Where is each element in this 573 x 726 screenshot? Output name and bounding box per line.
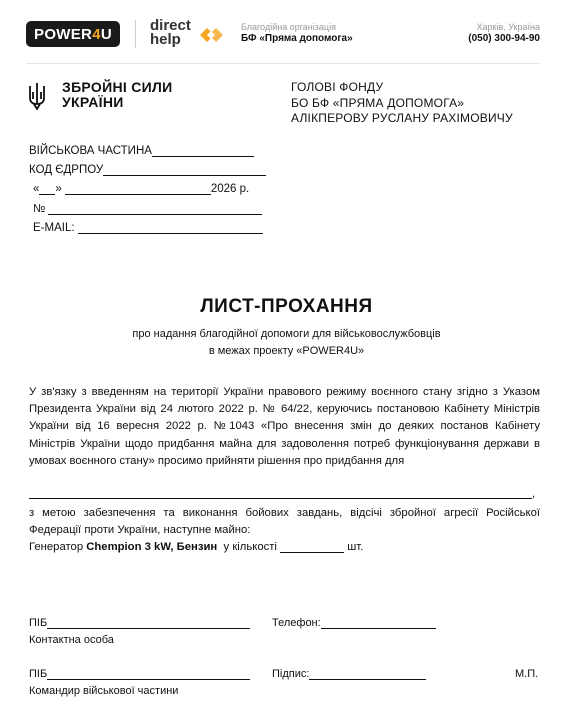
header-separator: [26, 63, 540, 64]
header-divider: [135, 20, 136, 48]
recipient-block: [291, 80, 513, 127]
edrpou-field-row: [29, 164, 266, 176]
email-field[interactable]: [78, 222, 263, 234]
letter-subtitle: [0, 326, 573, 360]
number-field[interactable]: [48, 203, 262, 215]
edrpou-field[interactable]: [103, 164, 266, 176]
item-unit: шт.: [347, 541, 364, 553]
sender-line1: ЗБРОЙНІ СИЛИ: [62, 79, 173, 95]
blank-comma: ,: [532, 488, 536, 500]
subtitle-line2: в межах проекту «POWER4U»: [208, 345, 365, 357]
subtitle-line1: про надання благодійної допомоги для військовослужбовців: [132, 328, 441, 340]
unit-field[interactable]: [152, 145, 254, 157]
edrpou-label: КОД ЄДРПОУ: [29, 164, 104, 176]
org-phone: (050) 300-94-90: [468, 33, 540, 44]
pib2-label: ПІБ: [29, 668, 48, 680]
direct-help-line1: direct: [150, 17, 191, 34]
commander-pib-row: [29, 668, 250, 680]
contact-pib-field[interactable]: [47, 617, 250, 629]
signature-row: [272, 668, 426, 680]
unit-field-row: [29, 145, 254, 157]
sign-label: Підпис:: [272, 668, 310, 680]
letter-paragraph1: У зв'язку з введенням на території України правового режиму воєнного стану згідно з Указом Президента України від 24 лютого 2022 р. № 64/22, керуючись постановою Кабінету Міністрів України від 16 вересня 2022 р. №1043 «Про внесення змін до деяких постанов Кабінету Міністрів України щодо придбання майна для задоволення потреб функціонування держави в умовах воєнного стану» просимо прийняти рішення про придбання для: [29, 386, 540, 467]
direct-help-logo-text: [150, 19, 191, 47]
org-name: БФ «Пряма допомога»: [241, 33, 353, 44]
contact-pib-row: [29, 617, 250, 629]
unit-label: ВІЙСЬКОВА ЧАСТИНА: [29, 145, 152, 157]
item-name: Chempion 3 kW, Бензин: [86, 541, 218, 553]
month-field[interactable]: [65, 183, 211, 195]
number-field-row: [33, 203, 262, 215]
item-prefix: Генератор: [29, 541, 84, 553]
logo-text-left: POWER: [34, 25, 93, 43]
year-label: 2026 р.: [210, 183, 250, 195]
direct-help-diamond-icon: [196, 22, 226, 48]
sender-block: [62, 80, 173, 110]
commander-caption: Командир військової частини: [29, 685, 179, 697]
letter-title: ЛИСТ-ПРОХАННЯ: [200, 296, 373, 317]
number-label: №: [33, 203, 46, 215]
trident-icon: [27, 82, 47, 110]
org-caption: Благодійна організація: [241, 22, 336, 32]
phone-row: [272, 617, 436, 629]
logo-bolt: 4: [92, 25, 101, 43]
date-field-row: [33, 183, 249, 195]
pib-label: ПІБ: [29, 617, 48, 629]
item-line: [29, 541, 363, 553]
logo-text-right: U: [100, 25, 112, 43]
power4u-logo: [26, 21, 120, 47]
commander-pib-field[interactable]: [47, 668, 250, 680]
contact-phone-field[interactable]: [321, 617, 436, 629]
date-close-quote: »: [55, 183, 62, 195]
recipient-unit-blank[interactable]: [29, 498, 532, 499]
direct-help-line2: help: [150, 31, 181, 48]
day-field[interactable]: [39, 183, 55, 195]
email-label: E-MAIL:: [33, 222, 75, 234]
item-qty-label: у кількості: [223, 541, 277, 553]
email-field-row: [33, 222, 263, 234]
letter-paragraph2: з метою забезпечення та виконання бойових завдань, відсічі збройної агресії Російської Федерації проти України, наступне майно:: [29, 507, 540, 537]
recipient-line1: ГОЛОВІ ФОНДУ: [291, 80, 384, 94]
signature-field[interactable]: [309, 668, 426, 680]
sender-line2: УКРАЇНИ: [62, 94, 124, 110]
contact-caption: Контактна особа: [29, 634, 114, 646]
recipient-line3: АЛІКПЕРОВУ РУСЛАНУ РАХІМОВИЧУ: [291, 111, 513, 125]
quantity-field[interactable]: [280, 541, 344, 553]
stamp-label: М.П.: [515, 668, 539, 680]
phone-label: Телефон:: [272, 617, 321, 629]
recipient-line2: БО БФ «ПРЯМА ДОПОМОГА»: [291, 95, 465, 110]
city-label: Харків, Україна: [476, 22, 540, 32]
date-open-quote: «: [33, 183, 40, 195]
